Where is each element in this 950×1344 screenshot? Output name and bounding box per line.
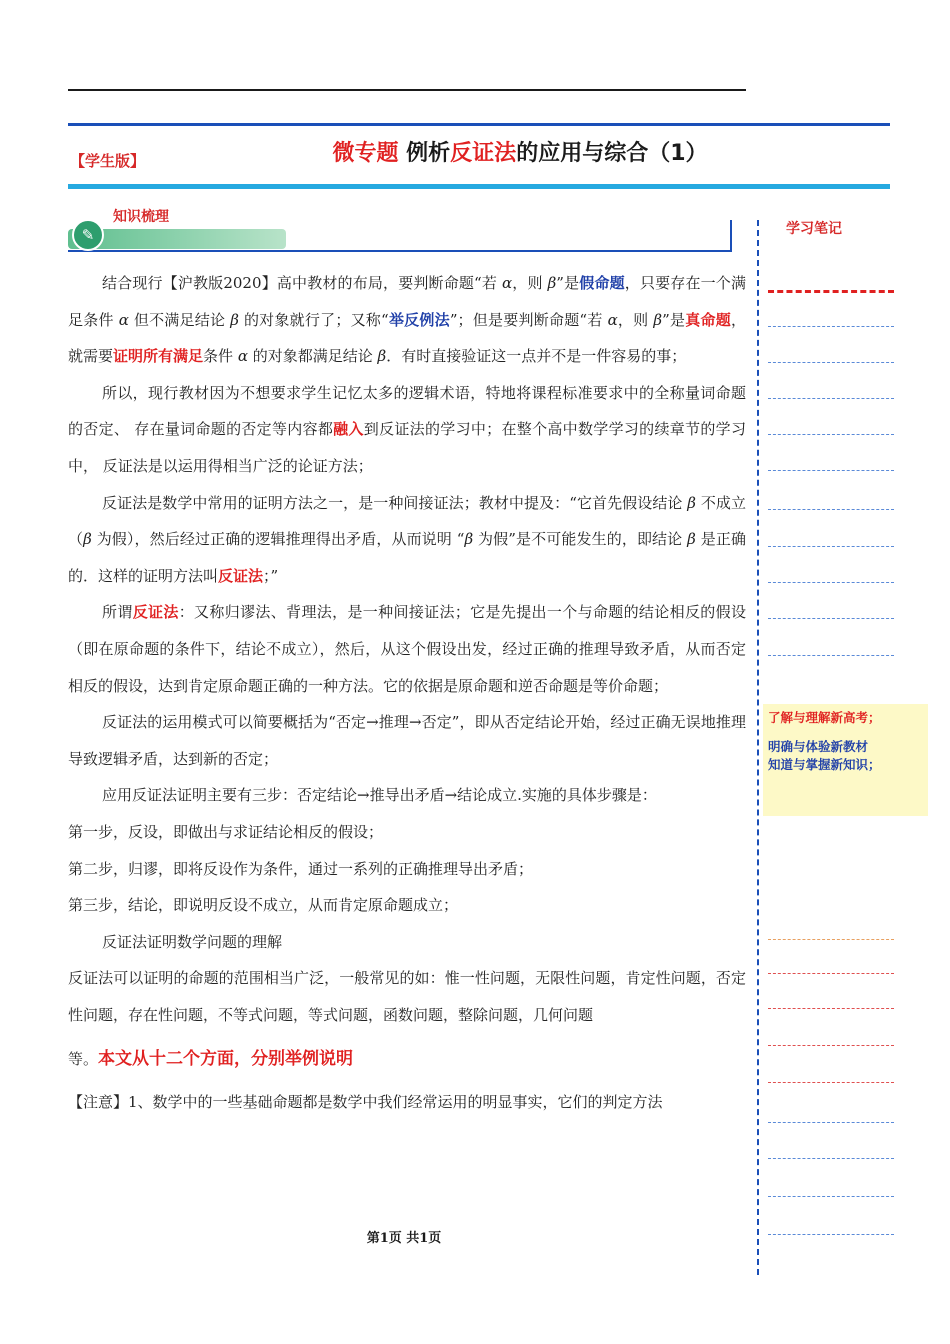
note-line bbox=[768, 546, 894, 547]
math-beta: β bbox=[225, 310, 244, 329]
notebook-pencil-icon: ✎ bbox=[72, 219, 104, 251]
note-line bbox=[768, 362, 894, 363]
edition-label: 【学生版】 bbox=[70, 152, 146, 170]
note-line bbox=[768, 398, 894, 399]
main-text bbox=[68, 265, 746, 1121]
text: ，则 bbox=[617, 310, 649, 329]
title-part-2: 例析 bbox=[398, 141, 451, 166]
math-beta: β bbox=[464, 530, 479, 549]
note-line bbox=[768, 434, 894, 435]
term-counterexample: 举反例法 bbox=[388, 310, 450, 329]
note-line bbox=[768, 1234, 894, 1235]
note-line bbox=[768, 582, 894, 583]
math-beta: β bbox=[648, 310, 663, 329]
section-title: 知识梳理 bbox=[113, 209, 169, 225]
paragraph-9 bbox=[68, 1041, 746, 1078]
text: 结合现行【沪教版2020】高中教材的布局，要判断命题“若 bbox=[102, 274, 498, 292]
text: ：又称归谬法、背理法，是一种间接证法；它是先提出一个与命题的结论相反的假设（即在原命题的条件下，结论不成立），然后，从这个假设出发，经过正确的推理导致矛盾，从而否定相反的假设，达到肯定原命题正确的一种方法。它的依据是原命题和逆否命题是等价命题； bbox=[68, 603, 746, 695]
notes-divider bbox=[757, 220, 759, 1275]
step-2: 第二步，归谬，即将反设作为条件，通过一系列的正确推理导出矛盾； bbox=[68, 859, 534, 878]
note-line bbox=[768, 939, 894, 940]
text: 的对象就行了；又称“ bbox=[243, 310, 389, 329]
header-rule-bottom bbox=[68, 184, 890, 189]
text: 但不满足结论 bbox=[133, 310, 226, 329]
notes-title: 学习笔记 bbox=[786, 221, 842, 237]
step-3: 第三步，结论，即说明反设不成立，从而肯定原命题成立； bbox=[68, 896, 459, 915]
math-beta: β bbox=[372, 347, 387, 366]
text: ”是 bbox=[662, 310, 686, 329]
math-alpha: α bbox=[113, 310, 134, 329]
step-1: 第一步，反设，即做出与求证结论相反的假设； bbox=[68, 822, 384, 841]
top-rule bbox=[68, 89, 746, 91]
paragraph-7: 反证法证明数学问题的理解 bbox=[102, 932, 283, 951]
note-line bbox=[768, 1082, 894, 1083]
note-line bbox=[768, 1008, 894, 1009]
page-title bbox=[240, 136, 800, 167]
title-part-3: 反证法 bbox=[450, 141, 517, 166]
math-beta: β bbox=[542, 274, 557, 292]
term-integrate: 融入 bbox=[333, 420, 364, 439]
math-beta: β bbox=[682, 530, 701, 549]
text: 为假），然后经过正确的逻辑推理得出矛盾，从而说明 “ bbox=[96, 530, 465, 549]
note-line bbox=[768, 655, 894, 656]
text: ，只要存在一个满足条件 bbox=[68, 274, 746, 329]
text: 反证法是数学中常用的证明方法之一，是一种间接证法；教材中提及：“它首先假设结论 bbox=[102, 493, 683, 512]
text: 等。 bbox=[68, 1050, 99, 1069]
math-alpha: α bbox=[497, 274, 513, 292]
notes-red-dash bbox=[768, 290, 894, 293]
notes-line-1: 了解与理解新高考； bbox=[768, 710, 881, 725]
note-line bbox=[768, 470, 894, 471]
paragraph-1 bbox=[68, 265, 746, 375]
text: 是正确的．这样的证明方法叫 bbox=[68, 530, 746, 585]
term-proof-by-contradiction: 反证法 bbox=[218, 566, 264, 585]
paragraph-6: 应用反证法证明主要有三步：否定结论→推导出矛盾→结论成立.实施的具体步骤是： bbox=[102, 786, 657, 805]
text: ”；但是要判断命题“若 bbox=[449, 310, 603, 329]
text: 不成立（ bbox=[68, 493, 746, 549]
note-line bbox=[768, 1045, 894, 1046]
paragraph-4 bbox=[68, 594, 746, 704]
text: ”是 bbox=[556, 274, 580, 292]
text: ；” bbox=[263, 566, 279, 585]
term-false-proposition: 假命题 bbox=[579, 274, 625, 292]
notes-line-2: 明确与体验新教材 bbox=[768, 739, 869, 754]
note-line bbox=[768, 1122, 894, 1123]
text: ，就需要 bbox=[68, 310, 746, 366]
text: 到反证法的学习中；在整个高中数学学习的续章节的学习中， 反证法是以运用得相当广泛的论证方法； bbox=[68, 420, 746, 475]
note-paragraph: 【注意】1、数学中的一些基础命题都是数学中我们经常运用的明显事实，它们的判定方法 bbox=[68, 1093, 663, 1112]
note-line bbox=[768, 509, 894, 510]
paragraph-8: 反证法可以证明的命题的范围相当广泛，一般常见的如：惟一性问题，无限性问题，肯定性问题，否定性问题，存在性问题，不等式问题，等式问题，函数问题，整除问题，几何问题 bbox=[68, 969, 746, 1024]
note-line bbox=[768, 1158, 894, 1159]
math-alpha: α bbox=[602, 310, 618, 329]
note-line bbox=[768, 326, 894, 327]
math-alpha: α bbox=[233, 347, 253, 366]
text: ，则 bbox=[512, 274, 543, 292]
paragraph-3 bbox=[68, 485, 746, 595]
term-prove-all: 证明所有满足 bbox=[113, 347, 204, 366]
notes-line-3: 知道与掌握新知识； bbox=[768, 757, 881, 772]
text: 所以，现行教材因为不想要求学生记忆太多的逻辑术语，特地将课程标准要求中的全称量词命题的否定、 存在量词命题的否定等内容都 bbox=[68, 383, 746, 439]
text: 为假”是不可能发生的，即结论 bbox=[478, 530, 683, 549]
text: 所谓 bbox=[102, 603, 133, 622]
text: 的对象都满足结论 bbox=[252, 347, 373, 366]
page-footer: 第1页 共1页 bbox=[366, 1231, 442, 1246]
header-rule-top bbox=[68, 123, 890, 126]
title-part-4: 的应用与综合（1） bbox=[516, 141, 708, 166]
note-line bbox=[768, 618, 894, 619]
note-line bbox=[768, 1196, 894, 1197]
term-proof-by-contradiction: 反证法 bbox=[132, 603, 179, 622]
paragraph-5: 反证法的运用模式可以简要概括为“否定→推理→否定”，即从否定结论开始，经过正确无误地推理导致逻辑矛盾，达到新的否定； bbox=[68, 713, 746, 768]
paragraph-2 bbox=[68, 375, 746, 485]
text: 条件 bbox=[203, 347, 234, 366]
term-true-proposition: 真命题 bbox=[685, 310, 731, 329]
math-beta: β bbox=[682, 493, 701, 512]
note-line bbox=[768, 973, 894, 974]
emphasis-twelve-aspects: 本文从十二个方面，分别举例说明 bbox=[98, 1049, 354, 1070]
text: ．有时直接验证这一点并不是一件容易的事； bbox=[386, 347, 687, 366]
title-part-1: 微专题 bbox=[332, 141, 399, 166]
math-beta: β bbox=[83, 530, 97, 549]
